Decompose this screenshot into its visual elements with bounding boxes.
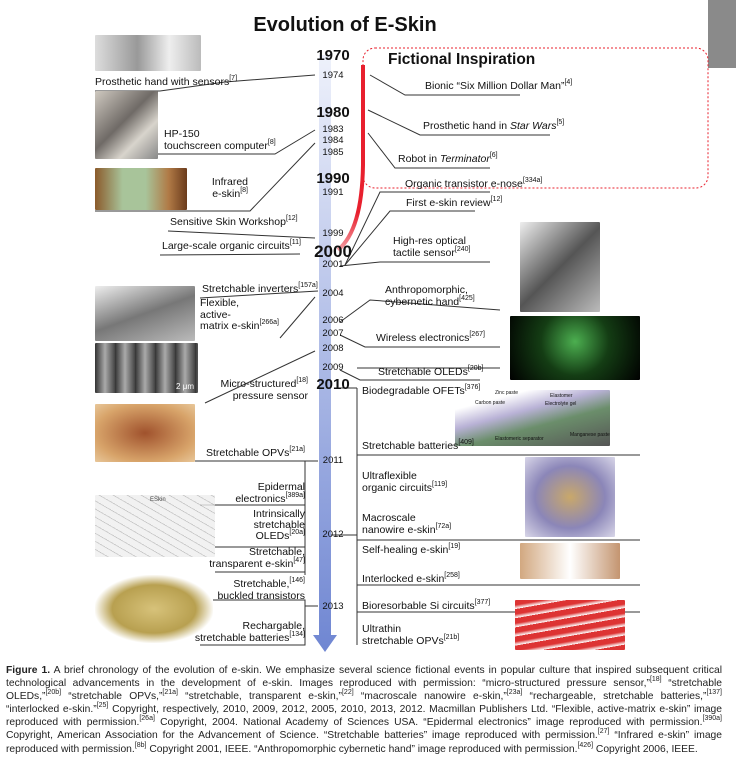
wireless-leds-photo — [510, 316, 640, 380]
wrist-photo — [520, 543, 620, 579]
event-text: organic circuits — [362, 482, 433, 494]
year-minor: 1983 — [322, 124, 344, 135]
reference: [258] — [444, 572, 460, 579]
reference: [8] — [267, 139, 276, 146]
reference: [157a] — [298, 282, 318, 289]
reference: [20a] — [289, 529, 305, 536]
fiction-item — [423, 120, 564, 132]
year-minor: 2006 — [322, 315, 344, 326]
reference: [8] — [240, 187, 248, 194]
event-text: Infrared — [211, 176, 248, 188]
timeline-event — [200, 546, 305, 570]
timeline-event — [200, 378, 308, 402]
reference: [425] — [459, 295, 475, 302]
event-text: Prosthetic hand with sensors — [95, 76, 230, 88]
reference: [240] — [454, 246, 471, 253]
caption-reference: [21a] — [162, 689, 178, 697]
event-text: Stretchable, — [233, 578, 290, 590]
reference: [266a] — [259, 319, 279, 326]
year-minor: 1985 — [322, 147, 344, 158]
year-minor: 1999 — [322, 228, 344, 239]
timeline-event — [385, 284, 475, 308]
reference: [7] — [229, 75, 238, 82]
event-text: Ultraflexible — [362, 470, 417, 482]
event-text: Intrinsically — [253, 508, 305, 520]
timeline-event — [200, 578, 305, 602]
timeline-event — [95, 76, 237, 88]
caption-reference: [137] — [706, 689, 723, 697]
reference: [11] — [289, 239, 301, 246]
event-text: Bioresorbable Si circuits — [362, 600, 475, 612]
caption-text: Copyright, 2004. National Academy of Sciences USA. “Epidermal electronics” image reproduced with permission. — [154, 717, 703, 729]
year-major: 1990 — [316, 170, 350, 187]
timeline-event — [190, 620, 305, 644]
caption-label: Figure 1. — [6, 665, 51, 676]
caption-text: “stretchable OPVs,” — [61, 691, 163, 703]
event-text: Wireless electronics — [376, 332, 470, 344]
reference: [119] — [432, 481, 448, 488]
caption-reference: [23a] — [506, 689, 523, 697]
reference: [19] — [448, 543, 461, 550]
event-text: nanowire e-skin — [362, 524, 436, 536]
event-text: transparent e-skin — [209, 558, 294, 570]
event-text: pressure sensor — [232, 390, 308, 402]
fiction-item-title: Terminator — [440, 153, 490, 165]
timeline-event — [170, 216, 298, 228]
fiction-item-title: Star Wars — [509, 120, 557, 132]
reference: [377] — [474, 599, 491, 606]
timeline-event — [190, 447, 305, 459]
fiction-item-text: Prosthetic hand in — [423, 120, 510, 132]
caption-reference: [426] — [577, 741, 594, 749]
event-text: Stretchable OPVs — [205, 447, 290, 459]
event-text: Anthropomorphic, — [385, 284, 468, 296]
event-text: stretchable batteries — [194, 632, 290, 644]
year-major: 2000 — [314, 242, 352, 261]
caption-reference: [390a] — [702, 715, 722, 723]
timeline-event — [362, 544, 460, 556]
event-text: Epidermal — [257, 481, 305, 493]
figure-title: Evolution of E-Skin — [253, 14, 437, 36]
caption-text: A brief chronology of the evolution of e-skin. We emphasize several science fictional events in popular culture that inspired subsequent critical technological advancements in the development of e-skin. Images reproduced with permission: “micro-structured pressure sensor,” — [6, 665, 722, 690]
reference: [12] — [285, 215, 298, 222]
reference: [12] — [490, 196, 503, 203]
caption-text: “rechargeable, stretchable batteries,” — [522, 691, 707, 703]
oled-grid-diagram — [95, 495, 215, 557]
event-text: Flexible, — [200, 297, 240, 309]
fictional-inspiration-title: Fictional Inspiration — [388, 51, 536, 68]
stretchable-opv-photo — [95, 404, 195, 462]
event-text: e-skin — [212, 188, 241, 200]
event-text: Biodegradable OFETs — [362, 385, 465, 397]
event-text: matrix e-skin — [200, 320, 260, 332]
caption-text: “stretchable, transparent e-skin,” — [177, 691, 342, 703]
caption-text: “macroscale nanowire e-skin,” — [353, 691, 507, 703]
caption-text: “Infrared e-skin” image reproduced with permission. — [6, 730, 722, 755]
event-text: electronics — [235, 493, 286, 505]
event-text: Macroscale — [362, 512, 416, 524]
timeline-event — [376, 332, 485, 344]
grid-label: ESkin — [150, 497, 166, 503]
reference: [72a] — [435, 523, 452, 530]
caption-text: Copyright 2006, IEEE. — [593, 743, 698, 755]
timeline-event — [162, 240, 301, 252]
event-text: Stretchable batteries — [362, 440, 459, 452]
battery-part-label: Zinc paste — [495, 390, 519, 396]
event-text: Stretchable, — [248, 546, 305, 558]
year-minor: 2011 — [322, 455, 344, 466]
year-minor: 2004 — [322, 288, 344, 299]
timeline-event — [190, 176, 248, 200]
caption-reference: [26a] — [139, 715, 155, 723]
year-minor: 2008 — [322, 343, 344, 354]
timeline-event — [362, 600, 490, 612]
timeline-event — [202, 283, 318, 295]
timeline-event — [362, 512, 451, 536]
infrared-eskin-photo — [95, 168, 187, 210]
battery-diagram — [455, 390, 610, 446]
reference: [409] — [458, 439, 474, 446]
event-text: OLEDs — [255, 530, 290, 542]
reference: [134] — [289, 631, 305, 638]
timeline-event — [362, 470, 447, 494]
caption-reference: [8b] — [134, 741, 147, 749]
timeline-event — [200, 481, 305, 505]
battery-part-label: Elastomer — [550, 393, 573, 399]
timeline-event — [362, 440, 474, 452]
event-text: active- — [200, 308, 231, 321]
event-text: Stretchable inverters — [202, 283, 299, 295]
microstructure-photo — [95, 343, 198, 393]
year-major: 2010 — [316, 376, 350, 393]
event-text: Organic transistor e-nose — [405, 178, 523, 190]
event-text: stretchable — [253, 519, 305, 531]
year-minor: 1974 — [322, 70, 344, 81]
year-minor: 2007 — [322, 328, 344, 339]
battery-part-label: Carbon paste — [475, 400, 506, 406]
event-text: Rechargable, — [242, 620, 305, 632]
reference: [5] — [556, 119, 565, 126]
battery-part-label: Manganese paste — [570, 432, 610, 438]
event-text: First e-skin review — [406, 197, 491, 209]
reference: [267] — [469, 331, 485, 338]
reference: [21b] — [443, 634, 460, 641]
event-text: touchscreen computer — [164, 140, 268, 152]
timeline-event — [406, 197, 502, 209]
year-minor: 1991 — [322, 187, 344, 198]
hp150-photo — [95, 91, 158, 159]
reference: [20b] — [467, 365, 484, 372]
timeline-event — [362, 385, 480, 397]
scale-bar-label: 2 μm — [176, 382, 194, 391]
caption-reference: [25] — [96, 702, 109, 710]
caption-text: Copyright 2001, IEEE. “Anthropomorphic cybernetic hand” image reproduced with permission. — [146, 743, 578, 755]
reference: [146] — [289, 577, 305, 584]
year-major: 1980 — [316, 104, 350, 121]
battery-part-label: Electrolyte gel — [545, 401, 577, 407]
caption-text: Copyright, respectively, 2010, 2009, 2012, 2005, 2010, 2013, 2012. Macmillan Publishers Ltd. “Flexible, active-matrix e-skin” image reproduced with permission. — [6, 704, 723, 729]
year-major: 1970 — [316, 47, 350, 64]
ultrathin-opv-image — [515, 600, 625, 650]
event-text: stretchable OPVs — [362, 635, 444, 647]
flexible-matrix-photo — [95, 286, 195, 341]
reference: [376] — [464, 384, 481, 391]
event-text: Stretchable OLEDs — [378, 366, 468, 378]
event-text: Interlocked e-skin — [362, 573, 445, 585]
year-minor: 2001 — [322, 259, 344, 270]
timeline-event — [200, 509, 305, 542]
fiction-item — [425, 80, 572, 92]
timeline-event — [393, 235, 470, 259]
event-text: buckled transistors — [217, 590, 305, 602]
event-text: Micro-structured — [220, 378, 297, 390]
timeline-event — [378, 366, 483, 378]
year-minor: 2013 — [322, 601, 344, 612]
reference: [4] — [564, 79, 573, 86]
caption-text: “stretchable OLEDs,” — [6, 678, 722, 703]
event-text: Ultrathin — [362, 623, 402, 635]
battery-part-label: Elastomeric separator — [495, 436, 544, 442]
prosthetic-hand-photo — [95, 35, 201, 71]
reference: [47] — [293, 557, 305, 564]
caption-body — [6, 665, 722, 755]
reference: [21a] — [289, 446, 305, 453]
fiction-item-text: Robot in — [398, 153, 441, 165]
fiction-item — [398, 153, 498, 165]
reference: [18] — [296, 377, 308, 384]
fiction-box — [363, 48, 708, 188]
timeline-event — [200, 298, 279, 333]
cybernetic-hand-photo — [520, 222, 600, 312]
event-text: Self-healing e-skin — [362, 544, 449, 556]
year-minor: 1984 — [322, 135, 344, 146]
event-text: Large-scale organic circuits — [162, 240, 290, 252]
timeline-event — [362, 573, 460, 585]
caption-reference: [27] — [597, 728, 610, 736]
timeline-event — [164, 128, 276, 152]
figure-caption — [6, 664, 722, 756]
caption-text: “interlocked e-skin.” — [6, 704, 97, 716]
caption-reference: [20b] — [45, 689, 62, 697]
year-minor: 2012 — [322, 529, 344, 540]
ultraflexible-glove-photo — [525, 457, 615, 537]
caption-text: Copyright, American Association for the Advancement of Science. “Stretchable batteries” image reproduced with permission. — [6, 730, 598, 742]
reference: [6] — [489, 152, 498, 159]
year-minor: 2009 — [322, 362, 344, 373]
event-text: tactile sensor — [393, 247, 455, 259]
event-text: Sensitive Skin Workshop — [170, 216, 286, 228]
fiction-item-text: Bionic “Six Million Dollar Man” — [425, 80, 565, 92]
event-text: High-res optical — [393, 235, 466, 247]
reference: [389a] — [285, 492, 305, 499]
caption-reference: [18] — [649, 676, 662, 684]
timeline-event — [405, 178, 542, 190]
event-text: HP-150 — [164, 128, 200, 140]
caption-reference: [22] — [341, 689, 354, 697]
reference: [334a] — [522, 177, 543, 184]
event-text: cybernetic hand — [385, 296, 460, 308]
timeline-event — [362, 623, 459, 647]
